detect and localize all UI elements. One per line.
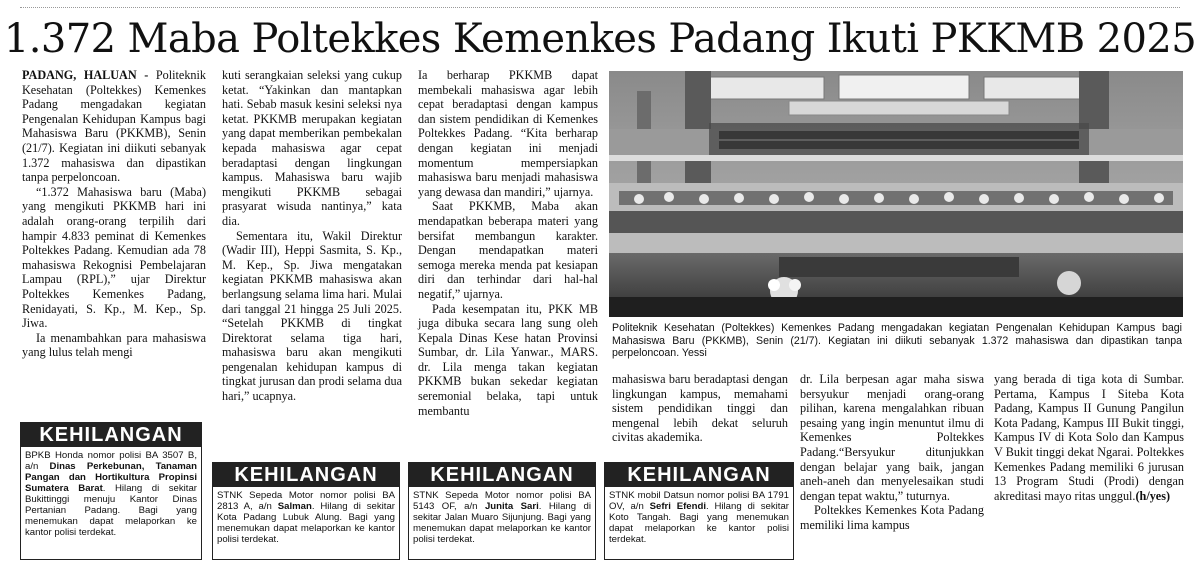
- classified-text: . Hilang di sekitar Koto Tangah. Bagi yang menemukan dapat melaporkan ke kantor polisi terdekat.: [609, 501, 789, 545]
- article-column-6: [994, 372, 1184, 503]
- classified-title: KEHILANGAN: [21, 423, 201, 447]
- classified-body: [213, 487, 399, 548]
- article-column-2: [222, 68, 402, 404]
- paragraph: Ia menambahkan para mahasiswa yang lulus telah mengi: [22, 330, 206, 360]
- paragraph: “1.372 Mahasiswa baru (Maba) yang mengikuti PKKMB hari ini adalah orang-orang terpilih dari hampir 4.833 peminat di Kemenkes Poltekkes Padang. Kemudian ada 78 mahasiswa Rekognisi Pembelajaran Lampau (RPL),” ujar Direktur Poltekkes Kemenkes Padang, Renidayati, S. Kp., M. Kep., Sp. Jiwa.: [22, 184, 206, 331]
- photo-caption: Politeknik Kesehatan (Poltekkes) Kemenkes Padang mengadakan kegiatan Pengenalan Kehidupan Kampus bagi Mahasiswa Baru (PKKMB), Senin (21/7). Kegiatan ini diikuti sebanyak 1.372 mahasiswa dan dipastikan tanpa perpeloncoan. Yessi: [612, 322, 1182, 360]
- classified-owner: Junita Sari: [484, 501, 539, 512]
- article-column-5: [800, 372, 984, 533]
- paragraph: mahasiswa baru beradaptasi dengan lingkungan kampus, memahami sistem pendidikan tinggi dan mengenal lebih dekat seluruh civitas akademika.: [612, 372, 788, 445]
- classified-text: BPKB Honda nomor polisi BA 3507 B, a/n: [25, 450, 197, 472]
- classified-ad: [604, 462, 794, 560]
- classified-title: KEHILANGAN: [409, 463, 595, 487]
- classified-owner: Sefri Efendi: [649, 501, 707, 512]
- classified-text: . Hilang di sekitar Bukittinggi menuju Kantor Dinas Pertanian Padang. Bagi yang menemukan dapat melaporkan ke kantor polisi terdekat.: [25, 483, 197, 538]
- article-column-1: [22, 68, 206, 360]
- paragraph: Pada kesempatan itu, PKK MB juga dibuka secara lang sung oleh Kepala Dinas Kese hatan Provinsi Sumbar, dr. Lila Yanwar., MARS. dr. Lila menga takan kegiatan PKKMB bukan sekedar kegiatan seremonial belaka, tapi untuk membantu: [418, 301, 598, 418]
- classified-title: KEHILANGAN: [213, 463, 399, 487]
- classified-text: STNK mobil Datsun nomor polisi BA 1791 OV, a/n: [609, 490, 789, 512]
- paragraph: Ia berharap PKKMB dapat membekali mahasiswa agar lebih cepat beradaptasi dengan kampus dan sistem pendidikan di Kemenkes Poltekkes Padang. “Kita berharap dengan kegiatan ini menjadi momentum mempersiapkan mahasiswa baru menjadi mahasiswa yang dewasa dan mandiri,” ujarnya.: [418, 68, 598, 199]
- dateline: PADANG, HALUAN -: [22, 68, 149, 82]
- paragraph: Poltekkes Kemenkes Kota Padang memiliki lima kampus: [800, 503, 984, 532]
- auditorium-photo-illustration: [609, 71, 1183, 317]
- classified-text: STNK Sepeda Motor nomor polisi BA 5143 OF, a/n: [413, 490, 591, 512]
- event-photo: [609, 71, 1183, 317]
- classified-text: . Hilang di sekitar Jalan Muaro Sijunjung. Bagi yang menemukan dapat melaporkan ke kantor polisi terdekat.: [413, 501, 591, 545]
- article-column-3: [418, 68, 598, 418]
- classified-text: . Hilang di sekitar Kota Padang Lubuk Alung. Bagi yang menemukan dapat melaporkan ke kantor polisi terdekat.: [217, 501, 395, 545]
- classified-text: STNK Sepeda Motor nomor polisi BA 2813 A, a/n: [217, 490, 395, 512]
- paragraph: dr. Lila berpesan agar maha siswa bersyukur menjadi orang-orang pilihan, karena mengalahkan ribuan pesaing yang ingin menuntut ilmu di Kemenkes Poltekkes Padang.“Bersyukur ditunjukkan dengan belajar yang baik, jangan aneh-aneh dan menyelesaikan studi dengan tepat waktu,” tuturnya.: [800, 372, 984, 503]
- paragraph: kuti serangkaian seleksi yang cukup ketat. “Yakinkan dan mantapkan hati. Sebab masuk kesini seleksi nya ketat. PKKMB merupakan kegiatan yang dapat memberikan pembekalan kepada mahasiswa agar cepat beradaptasi dengan lingkungan kampus. Mahasiswa baru wajib mengikuti PKKMB sebagai prasyarat wisuda nantinya,” kata dia.: [222, 68, 402, 228]
- classified-body: [605, 487, 793, 548]
- classified-owner: Dinas Perkebunan, Tanaman Pangan dan Hortikultura Propinsi Sumatera Barat: [25, 461, 197, 494]
- classified-body: [21, 447, 201, 541]
- signoff: (h/yes): [1135, 488, 1171, 503]
- classified-ad: [408, 462, 596, 560]
- classified-ad: [212, 462, 400, 560]
- classified-owner: Salman: [277, 501, 312, 512]
- paragraph: Sementara itu, Wakil Direktur (Wadir III), Heppi Sasmita, S. Kp., M. Kep., Sp. Jiwa mengatakan kegiatan PKKMB mahasiswa akan berlangsung selama lima hari. Mulai dari tanggal 21 hingga 25 Juli 2025. “Setelah PKKMB di tingkat Direktorat selama tiga hari, mahasiswa baru akan mengikuti pengenalan kehidupan kampus di tingkat jurusan dan prodi selama dua hari,” ucapnya.: [222, 228, 402, 404]
- classified-ad: [20, 422, 202, 560]
- paragraph-text: Politeknik Kesehatan (Poltekkes) Kemenkes Padang mengadakan kegiatan Pengenalan Kehidupan Kampus bagi Mahasiswa Baru (PKKMB), Senin (21/7). Kegiatan ini diikuti sebanyak 1.372 mahasiswa dan dipastikan tanpa perpeloncoan.: [22, 68, 206, 185]
- article-column-4: [612, 372, 788, 445]
- paragraph: Saat PKKMB, Maba akan mendapatkan beberapa materi yang bersifat membangun karakter. Dengan mendapatkan materi semoga mereka menda pat kesiapan diri dan terhindar dari hal-hal negatif,” ujarnya.: [418, 199, 598, 301]
- classified-body: [409, 487, 595, 548]
- paragraph-text: yang berada di tiga kota di Sumbar. Pertama, Kampus I Siteba Kota Padang, Kampus II Gunung Pangilun Kota Padang, Kampus III Bukit tinggi, Kampus IV di Kota Solo dan Kampus V Bukit tinggi dekat Ngarai. Poltekkes Kemenkes Padang memiliki 6 jurusan 13 Program Studi (Prodi) dengan akreditasi mayo ritas unggul.: [994, 372, 1184, 503]
- classified-title: KEHILANGAN: [605, 463, 793, 487]
- headline: 1.372 Maba Poltekkes Kemenkes Padang Ikuti PKKMB 2025: [3, 16, 1197, 62]
- paragraph: [994, 372, 1184, 503]
- paragraph: [22, 68, 206, 185]
- page-top-rule: [20, 0, 1180, 8]
